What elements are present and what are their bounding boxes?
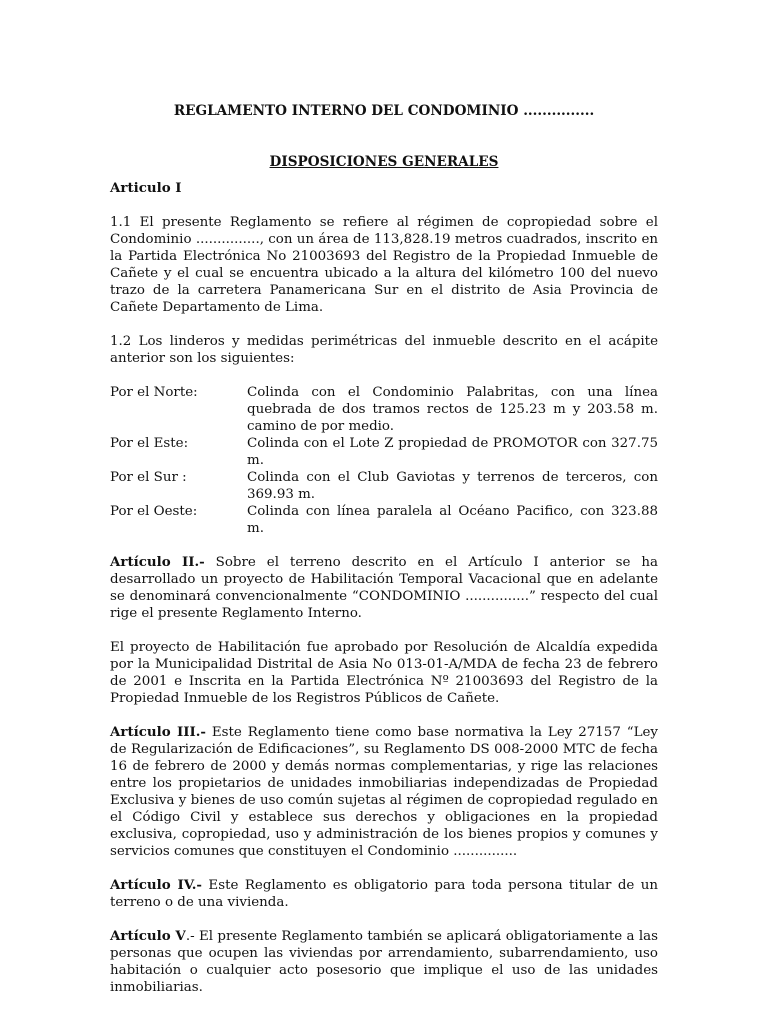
boundary-row-north <box>110 384 658 435</box>
boundary-description: Colinda con el Club Gaviotas y terrenos de terceros, con 369.93 m. <box>247 470 658 502</box>
section-title: DISPOSICIONES GENERALES <box>269 154 499 170</box>
boundary-direction: Por el Oeste: <box>110 504 198 519</box>
article-2-paragraph <box>110 554 658 622</box>
article-5-paragraph <box>110 928 658 996</box>
article-2-paragraph-2: El proyecto de Habilitación fue aprobado por Resolución de Alcaldía expedida por la Municipalidad Distrital de Asia No 013-01-A/MDA de fecha 23 de febrero de 2001 e Inscrita en la Partida Electrónica Nº 21003693 del Registro de la Propiedad Inmueble de los Registros Públicos de Cañete. <box>110 640 658 706</box>
boundary-description: Colinda con el Condominio Palabritas, con una línea quebrada de dos tramos rectos de 125.23 m y 203.58 m. camino de por medio. <box>247 385 658 434</box>
boundary-row-east <box>110 435 658 469</box>
boundary-direction: Por el Este: <box>110 436 189 451</box>
article-5-text: .- El presente Reglamento también se aplicará obligatoriamente a las personas que ocupen las viviendas por arrendamiento, subarrendamiento, uso habitación o cualquier acto posesorio que implique el uso de las unidades inmobiliarias. <box>110 929 659 995</box>
article-2-label: Artículo II.- <box>110 554 205 570</box>
article-4-text: Este Reglamento es obligatorio para toda persona titular de un terreno o de una vivienda. <box>110 878 658 910</box>
boundary-direction: Por el Sur : <box>110 470 187 485</box>
article-1-heading: Articulo I <box>110 180 182 196</box>
article-1-paragraph-2: 1.2 Los linderos y medidas perimétricas del inmueble descrito en el acápite anterior son los siguientes: <box>110 334 658 366</box>
article-3-label: Artículo III.- <box>110 724 206 740</box>
boundary-row-west <box>110 503 658 537</box>
article-4-paragraph <box>110 877 658 911</box>
article-3-text: Este Reglamento tiene como base normativa la Ley 27157 “Ley de Regularización de Edificaciones”, su Reglamento DS 008-2000 MTC de fecha 16 de febrero de 2000 y demás normas complementarias, y rige las relaciones entre los propietarios de unidades inmobiliarias independizadas de Propiedad Exclusiva y bienes de uso común sujetas al régimen de copropiedad regulado en el Código Civil y establece sus derechos y obligaciones en la propiedad exclusiva, copropiedad, uso y administración de los bienes propios y comunes y servicios comunes que constituyen el Condominio ............... <box>110 725 658 859</box>
article-2-text: Sobre el terreno descrito en el Artículo I anterior se ha desarrollado un proyecto de Habilitación Temporal Vacacional que en adelante se denominará convencionalmente “CONDOMINIO ...............” respecto del cual rige el presente Reglamento Interno. <box>110 555 658 621</box>
boundaries-table <box>110 384 658 537</box>
boundary-row-south <box>110 469 658 503</box>
boundary-description: Colinda con el Lote Z propiedad de PROMOTOR con 327.75 m. <box>247 436 658 468</box>
boundary-description: Colinda con línea paralela al Océano Pacifico, con 323.88 m. <box>247 504 658 536</box>
boundary-direction: Por el Norte: <box>110 385 198 400</box>
document-title: REGLAMENTO INTERNO DEL CONDOMINIO ............... <box>173 103 595 119</box>
article-4-label: Artículo IV.- <box>110 877 202 893</box>
article-3-paragraph <box>110 724 658 860</box>
article-5-label: Artículo V <box>110 928 186 944</box>
article-1-paragraph-1: 1.1 El presente Reglamento se refiere al régimen de copropiedad sobre el Condominio ..............., con un área de 113,828.19 metros cuadrados, inscrito en la Partida Electrónica No 21003693 del Registro de la Propiedad Inmueble de Cañete y el cual se encuentra ubicado a la altura del kilómetro 100 del nuevo trazo de la carretera Panamericana Sur en el distrito de Asia Provincia de Cañete Departamento de Lima. <box>110 215 658 315</box>
